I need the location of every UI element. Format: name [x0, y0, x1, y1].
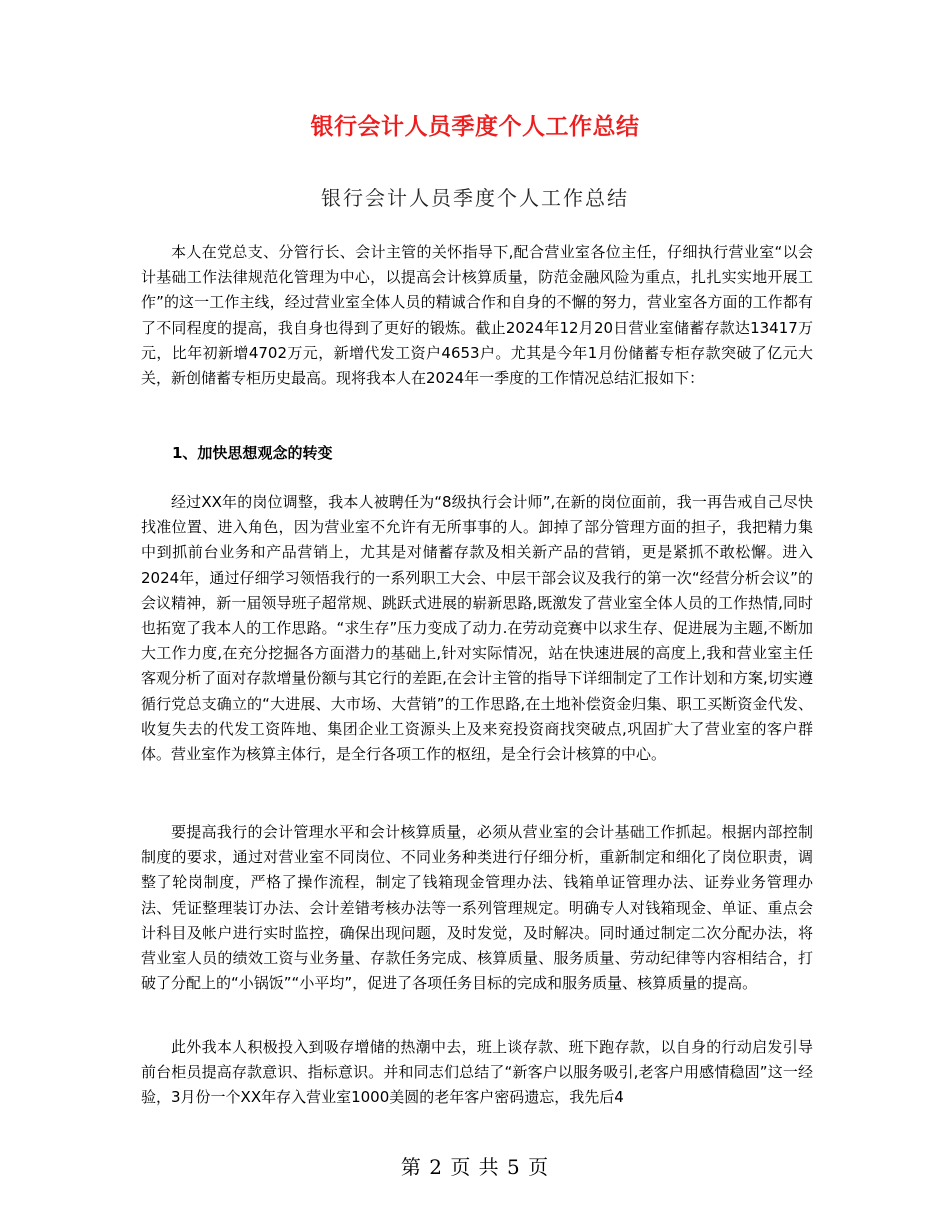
- document-title: 银行会计人员季度个人工作总结: [310, 114, 640, 140]
- section-heading-1: 1、加快思想观念的转变: [172, 444, 333, 462]
- paragraph-intro: 本人在党总支、分管行长、会计主管的关怀指导下,配合营业室各位主任，仔细执行营业室“以会计基础工作法律规范化管理为中心，以提高会计核算质量，防范金融风险为重点，扎扎实实地开展工作”的这一工作主线，经过营业室全体人员的精诚合作和自身的不懈的努力，营业室各方面的工作都有了不同程度的提高，我自身也得到了更好的锻炼。截止2024年12月20日营业室储蓄存款达13417万元，比年初新增4702万元，新增代发工资户4653户。尤其是今年1月份储蓄专柜存款突破了亿元大关，新创储蓄专柜历史最高。现将我本人在2024年一季度的工作情况总结汇报如下：: [141, 243, 813, 388]
- paragraph-4: 此外我本人积极投入到吸存增储的热潮中去，班上谈存款、班下跑存款，以自身的行动启发引导前台柜员提高存款意识、指标意识。并和同志们总结了“新客户以服务吸引,老客户用感情稳固”这一经验，3月份一个XX年存入营业室1000美圆的老年客户密码遗忘，我先后4: [141, 1038, 813, 1107]
- document-subtitle: 银行会计人员季度个人工作总结: [321, 186, 629, 210]
- page-number-footer: 第 2 页 共 5 页: [400, 1155, 550, 1179]
- paragraph-2: 经过XX年的岗位调整，我本人被聘任为“8级执行会计师”,在新的岗位面前，我一再告戒自己尽快找准位置、进入角色，因为营业室不允许有无所事事的人。卸掉了部分管理方面的担子，我把精力集中到抓前台业务和产品营销上，尤其是对储蓄存款及相关新产品的营销，更是紧抓不敢松懈。进入2024年，通过仔细学习领悟我行的一系列职工大会、中层干部会议及我行的第一次“经营分析会议”的会议精神，新一届领导班子超常规、跳跃式进展的崭新思路,既激发了营业室全体人员的工作热情,同时也拓宽了我本人的工作思路。“求生存”压力变成了动力.在劳动竞赛中以求生存、促进展为主题,不断加大工作力度,在充分挖掘各方面潜力的基础上,针对实际情况，站在快速进展的高度上,我和营业室主任客观分析了面对存款增量份额与其它行的差距,在会计主管的指导下详细制定了工作计划和方案,切实遵循行党总支确立的“大进展、大市场、大营销”的工作思路,在土地补偿资金归集、职工买断资金代发、收复失去的代发工资阵地、集团企业工资源头上及来兖投资商找突破点,巩固扩大了营业室的客户群体。营业室作为核算主体行，是全行各项工作的枢纽，是全行会计核算的中心。: [141, 493, 813, 764]
- paragraph-3: 要提高我行的会计管理水平和会计核算质量，必须从营业室的会计基础工作抓起。根据内部控制制度的要求，通过对营业室不同岗位、不同业务种类进行仔细分析，重新制定和细化了岗位职责，调整了轮岗制度，严格了操作流程，制定了钱箱现金管理办法、钱箱单证管理办法、证券业务管理办法、凭证整理装订办法、会计差错考核办法等一系列管理规定。明确专人对钱箱现金、单证、重点会计科目及帐户进行实时监控，确保出现问题，及时发觉，及时解决。同时通过制定二次分配办法，将营业室人员的绩效工资与业务量、存款任务完成、核算质量、服务质量、劳动纪律等内容相结合，打破了分配上的“小锅饭”“小平均”，促进了各项任务目标的完成和服务质量、核算质量的提高。: [141, 823, 813, 993]
